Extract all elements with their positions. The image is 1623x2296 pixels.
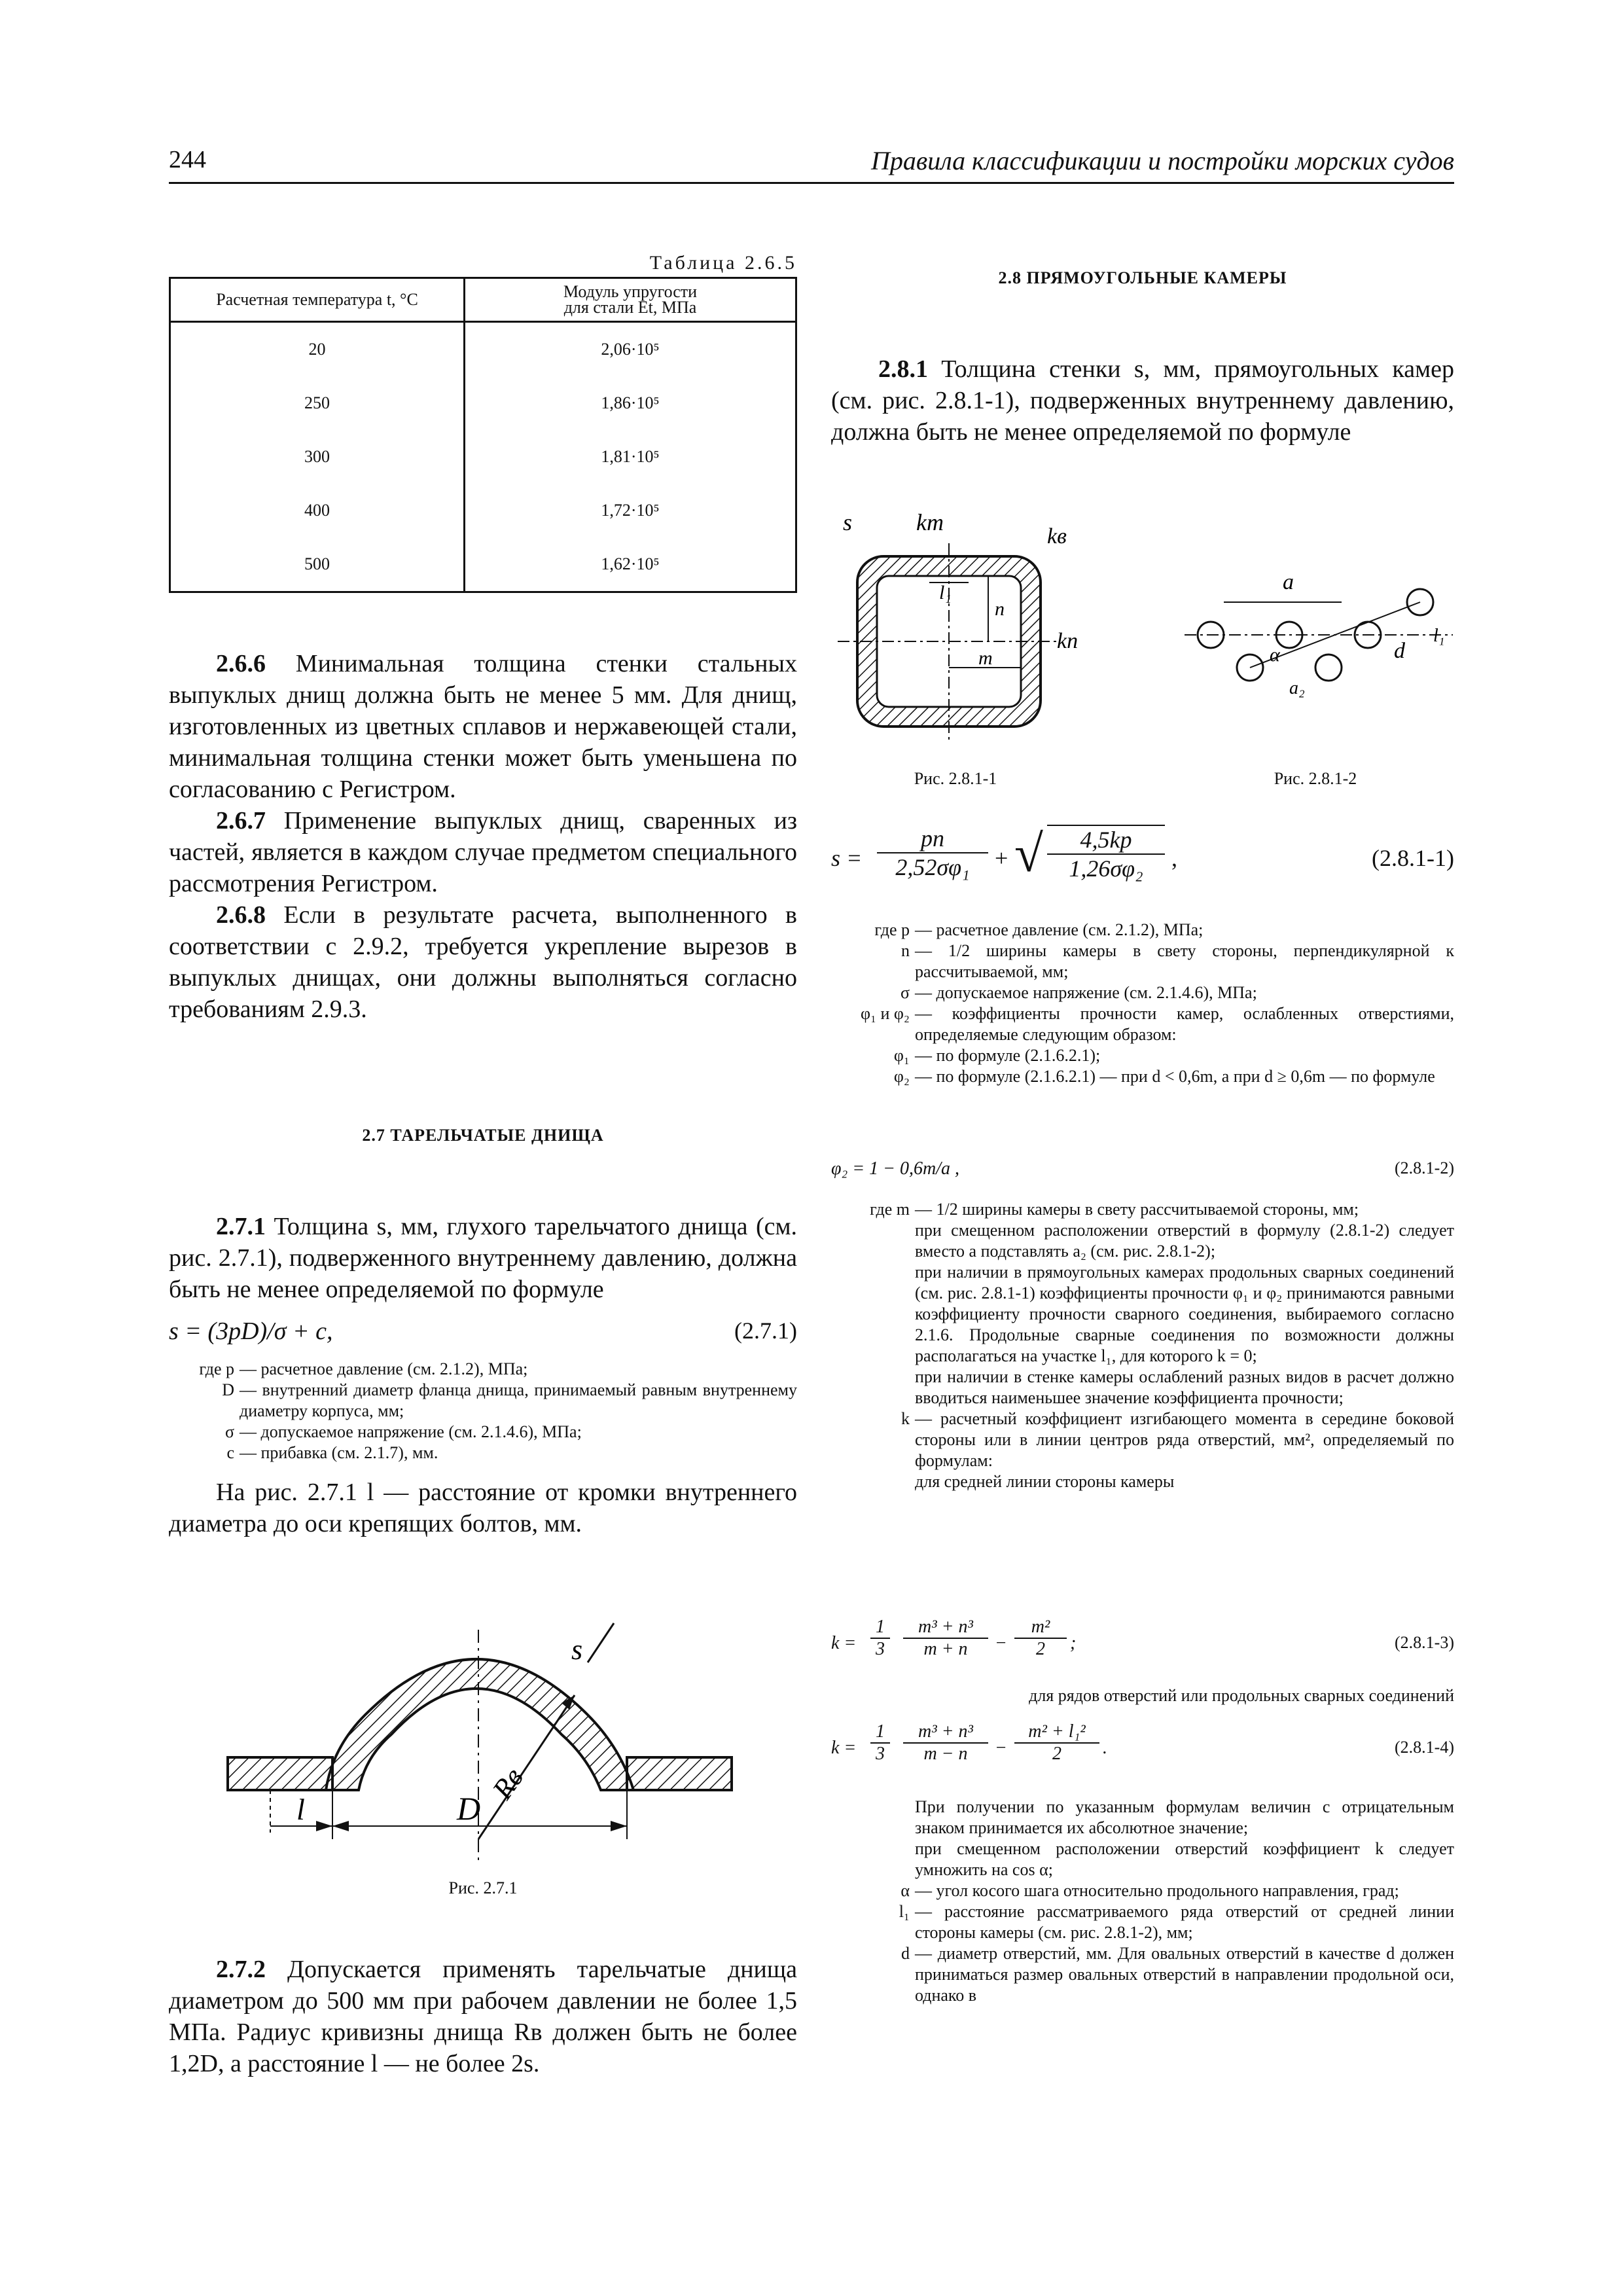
data-table [169,277,797,593]
table-cell: 1,86·10⁵ [465,376,796,430]
section-2-8 [831,268,1454,288]
tail: . [1103,1738,1107,1758]
s-leader [588,1623,614,1662]
figure-caption: Рис. 2.8.1-1 [914,769,997,788]
definitions-2-8-1-4: При получении по указанным формулам величин с отрицательным знаком принимается их абсолютное значение; при смещенном расположении отверстий коэффициент k следует умножить на cos α; α — угол косого шага относительно продольного направления, град; l₁ — расстояние рассматриваемого ряда отверстий от средней линии стороны камеры (см. рис. 2.8.1-2), мм; d — диаметр отверстий, мм. Для овальных отверстий в качестве d должен приниматься размер овальных отверстий в направлении продольной оси, однако в [899,1797,1454,2005]
flange-right [627,1757,732,1790]
arrow [316,1821,332,1831]
table-2-6-5 [169,252,797,593]
figure-2-7-1 [169,1617,797,1905]
label-l: l [296,1793,305,1826]
table-header-temp: Расчетная температура t, °C [170,278,465,322]
table-cell: 2,06·10⁵ [465,322,796,377]
definitions-2-8-1-2: где m — 1/2 ширины камеры в свету рассчитываемой стороны, мм; при смещенном расположении отверстий в формулу (2.8.1-2) следует вместо a подставлять a₂ (см. рис. 2.8.1-2); при наличии в прямоугольных камерах продольных сварных соединений (см. рис. 2.8.1-1) коэффициенты прочности φ₁ и φ₂ принимаются равными коэффициенту прочности сварного соединения, выбираемого согласно 2.1.6. Продольные сварные соединения по возможности должны располагаться на участке l₁, для которого k = 0; при наличии в стенке камеры ослаблений разных видов в расчет должно вводиться наименьшее значение коэффициента прочности; k — расчетный коэффициент изгибающего момента в середине боковой стороны или в линии центров ряда отверстий, мм², определяемый по формулам: для средней линии стороны камеры [870,1200,1454,1491]
paragraph-2-8-1: 2.8.1 Толщина стенки s, мм, прямоугольных камер (см. рис. 2.8.1-1), подверженных внутреннему давлению, должна быть не менее определяемой по формуле [831,355,1454,446]
fig-2-8-1-2 [1185,570,1453,698]
frac-b: m³ + n³ m − n [903,1721,988,1765]
table-cell: 400 [170,484,465,537]
section-title-2-7: 2.7 ТАРЕЛЬЧАТЫЕ ДНИЩА [362,1126,604,1145]
sqrt: √ [1014,825,1043,883]
figure-caption: Рис. 2.8.1-2 [1274,769,1357,788]
formula-text: φ₂ = 1 − 0,6m/a , [831,1158,960,1179]
lhs: s = [831,845,863,871]
frac1: pn 2,52σφ₁ [877,825,988,881]
label-s: s [571,1634,583,1666]
paragraph-2-7-1: 2.7.1 Толщина s, мм, глухого тарельчатого днища (см. рис. 2.7.1), подверженного внутреннему давлению, должна быть не менее определяемой по формуле s = (3pD)/σ + c, (2.7.1) где p — расчетное давление (см. 2.1.2), МПа; D — внутренний диаметр фланца днища, принимаемый равным внутреннему диаметру корпуса, мм; σ — допускаемое напряжение (см. 2.1.4.6), МПа; c — прибавка (см. 2.1.7), мм. На рис. 2.7.1 l — расстояние от кромки внутреннего диаметра до оси крепящих болтов, мм. [169,1211,797,1539]
hole [1315,655,1342,681]
lhs: k = [831,1633,857,1653]
tail: , [1171,845,1177,871]
formula-note: для рядов отверстий или продольных сварных соединений [1029,1686,1454,1705]
flange-left [228,1757,332,1790]
label-n: n [995,598,1005,620]
lhs: k = [831,1738,857,1758]
page-number: 244 [169,146,206,173]
paragraph-2-6-6: 2.6.6 Минимальная толщина стенки стальных выпуклых днищ должна быть не менее 5 мм. Для днищ, изготовленных из цветных сплавов и нержавеющей стали, минимальная толщина стенки может быть уменьшена по согласованию с Регистром. [169,650,797,803]
figures-2-8 [831,504,1454,792]
section-2-6-6-to-2-6-8 [169,648,797,1025]
paragraph-2-6-8: 2.6.8 Если в результате расчета, выполненного в соответствии с 2.9.2, требуется укрепление вырезов в выпуклых днищах, они должны выполняться согласно требованиям 2.9.3. [169,901,798,1023]
section-title-2-8: 2.8 ПРЯМОУГОЛЬНЫЕ КАМЕРЫ [998,268,1287,287]
dome-shell [326,1659,633,1790]
formula-number: (2.8.1-2) [1395,1158,1454,1177]
formula-number: (2.7.1) [734,1318,797,1344]
label-alpha: α [1270,644,1280,666]
header-rule [169,182,1454,184]
rectangular-chamber-diagrams [831,504,1454,766]
frac-b: m³ + n³ m + n [903,1617,988,1660]
table-cell: 1,62·10⁵ [465,537,796,592]
formula-2-8-1-2 [831,1158,1454,1185]
frac-a: 1 3 [870,1721,890,1765]
table-cell: 1,81·10⁵ [465,430,796,484]
arrow [611,1821,627,1831]
label-d: d [1394,639,1405,663]
table-cell: 300 [170,430,465,484]
paragraph-2-7-2: 2.7.2 Допускается применять тарельчатые днища диаметром до 500 мм при рабочем давлении не более 1,5 МПа. Радиус кривизны днища Rв должен быть не более 1,2D, а расстояние l — не более 2s. [169,1956,798,2077]
frac-c: m² + l₁² 2 [1014,1721,1099,1765]
label-s: s [843,509,853,535]
formula-number: (2.8.1-4) [1395,1738,1454,1757]
frac2: 4,5kp 1,26σφ₂ [1047,825,1165,882]
definitions-2-7-1: где p — расчетное давление (см. 2.1.2), МПа; D — внутренний диаметр фланца днища, принимаемый равным внутреннему диаметру корпуса, мм; σ — допускаемое напряжение (см. 2.1.4.6), МПа; c — прибавка (см. 2.1.7), мм. [199,1359,797,1462]
paragraph-2-6-7: 2.6.7 Применение выпуклых днищ, сваренных из частей, является в каждом случае предметом специального рассмотрения Регистром. [169,807,797,897]
label-kn: kn [1057,629,1079,653]
label-km: km [916,509,944,535]
label-d: D [457,1790,481,1827]
formula-number: (2.8.1-1) [1372,845,1454,871]
note-2-7-1: На рис. 2.7.1 l — расстояние от кромки внутреннего диаметра до оси крепящих болтов, мм. [169,1479,797,1537]
plus: + [995,845,1008,871]
label-l1: l₁ [1433,626,1445,646]
label-l1: l₁ [939,582,952,603]
formula-2-7-1: s = (3pD)/σ + c, [169,1318,333,1345]
arrow [332,1821,349,1831]
table-cell: 500 [170,537,465,592]
label-rv: Rв [486,1762,530,1805]
table-cell: 1,72·10⁵ [465,484,796,537]
table-caption: Таблица 2.6.5 [649,252,797,274]
definitions-2-8-1-1: где p — расчетное давление (см. 2.1.2), МПа; n — 1/2 ширины камеры в свету стороны, перпендикулярной к рассчитываемой, мм; σ — допускаемое напряжение (см. 2.1.4.6), МПа; φ₁ и φ₂ — коэффициенты прочности камер, ослабленных отверстиями, определяемые следующим образом: φ₁ — по формуле (2.1.6.2.1); φ₂ — по формуле (2.1.6.2.1) — при d < 0,6m, а при d ≥ 0,6m — по формуле [860,920,1454,1086]
label-m: m [978,647,993,669]
formula-number: (2.8.1-3) [1395,1633,1454,1652]
formula-2-8-1-1 [831,825,1454,897]
tail: ; [1070,1633,1077,1653]
running-title: Правила классификации и постройки морских судов [870,146,1454,175]
fig-2-8-1-1 [838,509,1078,740]
formula-2-8-1-4 [831,1721,1454,1780]
frac-a: 1 3 [870,1617,890,1660]
table-cell: 250 [170,376,465,430]
label-kb: kв [1047,524,1067,548]
dished-head-diagram [169,1617,797,1905]
label-a: a [1283,570,1294,594]
table-header-modulus: Модуль упругости для стали Et, МПа [465,278,796,322]
radius-line [478,1695,575,1839]
minus: − [995,1633,1007,1653]
frac-c: m² 2 [1014,1617,1067,1660]
formula-2-8-1-3 [831,1617,1454,1676]
label-a2: a₂ [1289,678,1305,698]
section-2-7 [169,1126,797,1145]
figure-caption: Рис. 2.7.1 [448,1878,518,1897]
table-cell: 20 [170,322,465,377]
minus: − [995,1738,1007,1758]
